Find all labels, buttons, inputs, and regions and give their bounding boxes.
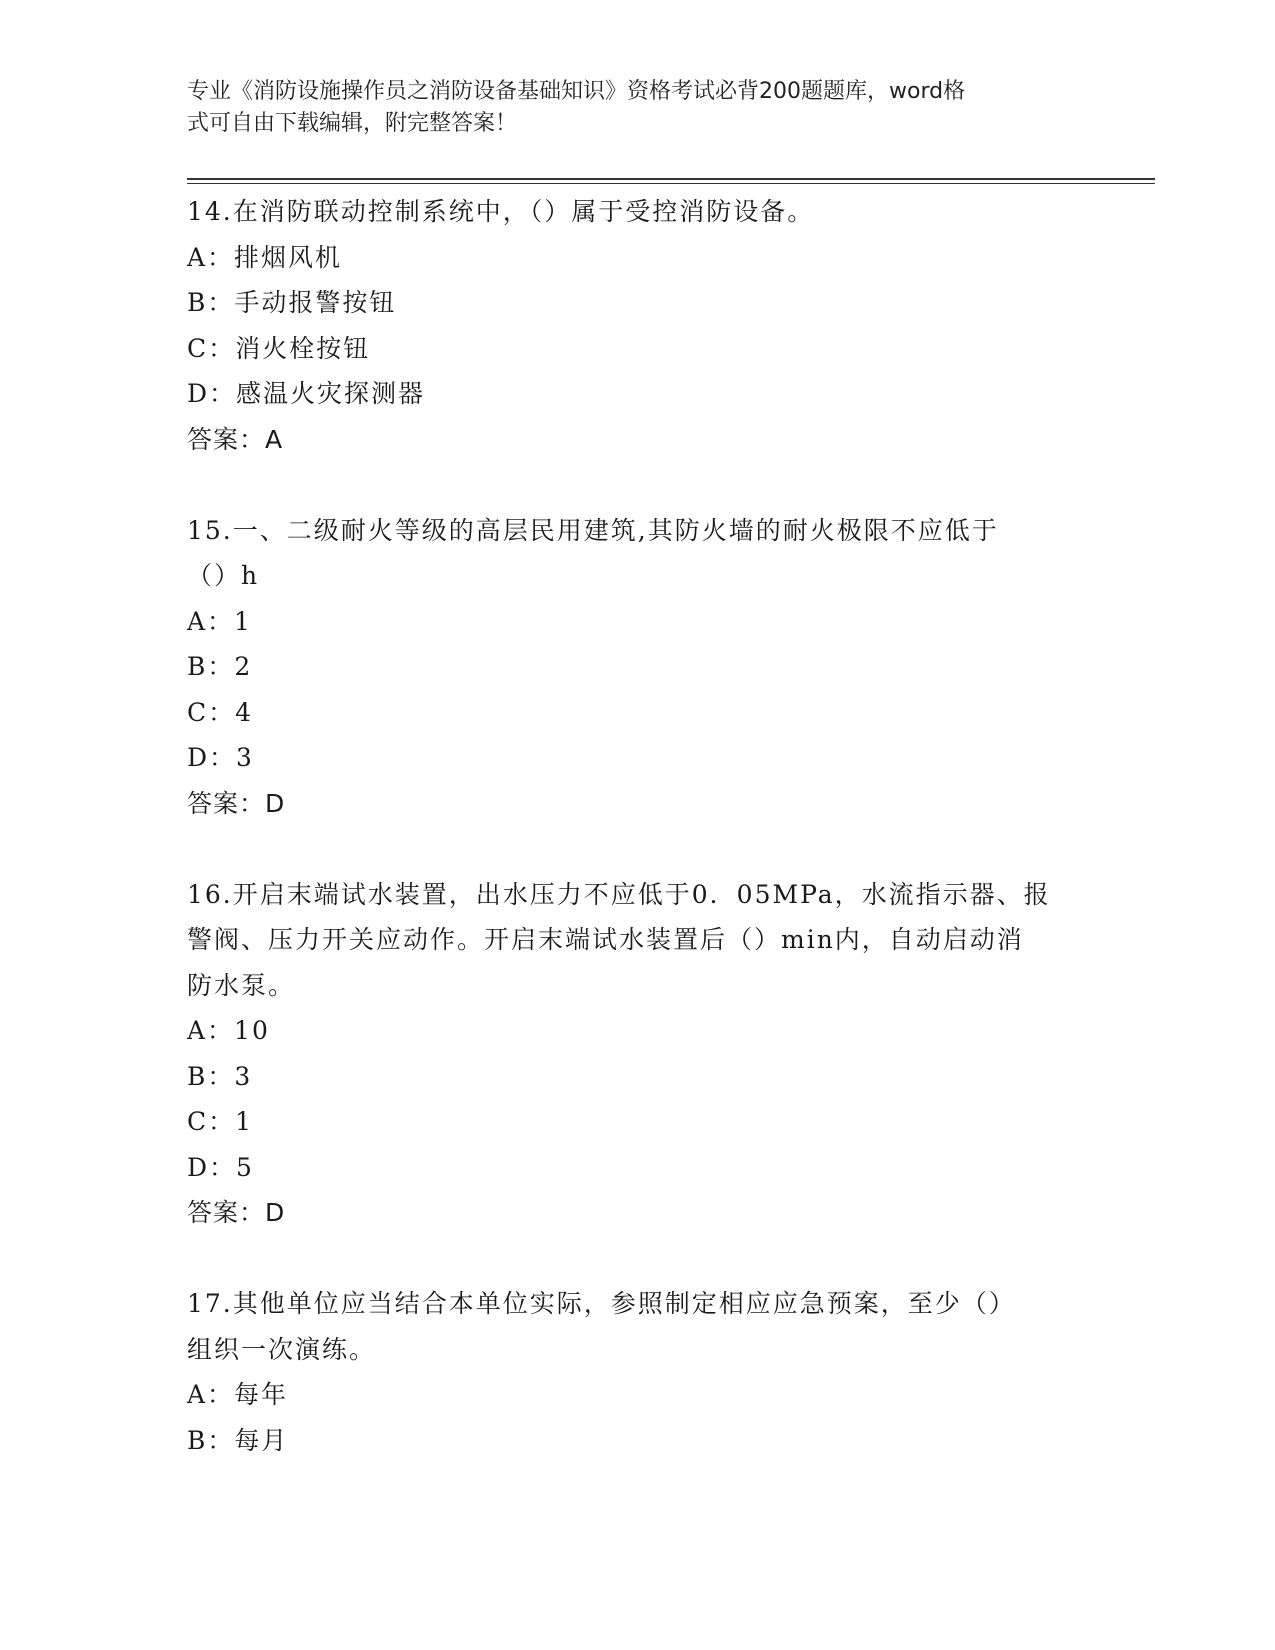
- answer-option: A：排烟风机: [187, 242, 343, 272]
- answer-option: B：每月: [187, 1425, 289, 1455]
- question-stem: （）h: [187, 561, 260, 590]
- answer-option: C：1: [187, 1107, 254, 1136]
- answer-option: D：3: [187, 743, 254, 772]
- answer-option: B：3: [187, 1061, 253, 1091]
- question-spacer: [187, 462, 1087, 508]
- question-block: [187, 508, 1087, 872]
- answer-option: B：手动报警按钮: [187, 288, 397, 317]
- question-spacer: [187, 1236, 1087, 1282]
- answer-option: D：感温火灾探测器: [187, 379, 426, 408]
- question-spacer: [187, 826, 1087, 872]
- question-stem: 防水泵。: [187, 970, 296, 1000]
- answer-option: A：1: [187, 606, 252, 636]
- answer-key: 答案：A: [187, 424, 284, 454]
- question-stem: 16.开启末端试水装置，出水压力不应低于0．05MPa，水流指示器、报: [187, 879, 1051, 909]
- question-block: [187, 872, 1087, 1282]
- document-header: [187, 76, 1077, 140]
- question-stem: 警阀、压力开关应动作。开启末端试水装置后（）min内，自动启动消: [187, 925, 1024, 954]
- header-divider: [187, 183, 1155, 184]
- answer-option: A：10: [187, 1016, 270, 1045]
- answer-option: C：4: [187, 697, 254, 727]
- answer-option: D：5: [187, 1152, 254, 1182]
- question-stem: 17.其他单位应当结合本单位实际，参照制定相应应急预案，至少（）: [187, 1289, 1016, 1318]
- header-line: 专业《消防设施操作员之消防设备基础知识》资格考试必背200题题库，word格: [187, 79, 966, 104]
- question-block: [187, 189, 1087, 508]
- answer-key: 答案：D: [187, 788, 286, 818]
- question-stem: 组织一次演练。: [187, 1334, 377, 1364]
- answer-option: A：每年: [187, 1380, 289, 1409]
- answer-key: 答案：D: [187, 1198, 286, 1227]
- question-block: [187, 1281, 1087, 1463]
- answer-option: B：2: [187, 652, 253, 681]
- question-stem: 15.一、二级耐火等级的高层民用建筑,其防火墙的耐火极限不应低于: [187, 515, 999, 545]
- header-divider: [187, 178, 1155, 180]
- header-line: 式可自由下载编辑，附完整答案！: [187, 111, 518, 136]
- question-stem: 14.在消防联动控制系统中，（）属于受控消防设备。: [187, 197, 815, 226]
- question-list: [187, 189, 1087, 1463]
- answer-option: C：消火栓按钮: [187, 333, 371, 363]
